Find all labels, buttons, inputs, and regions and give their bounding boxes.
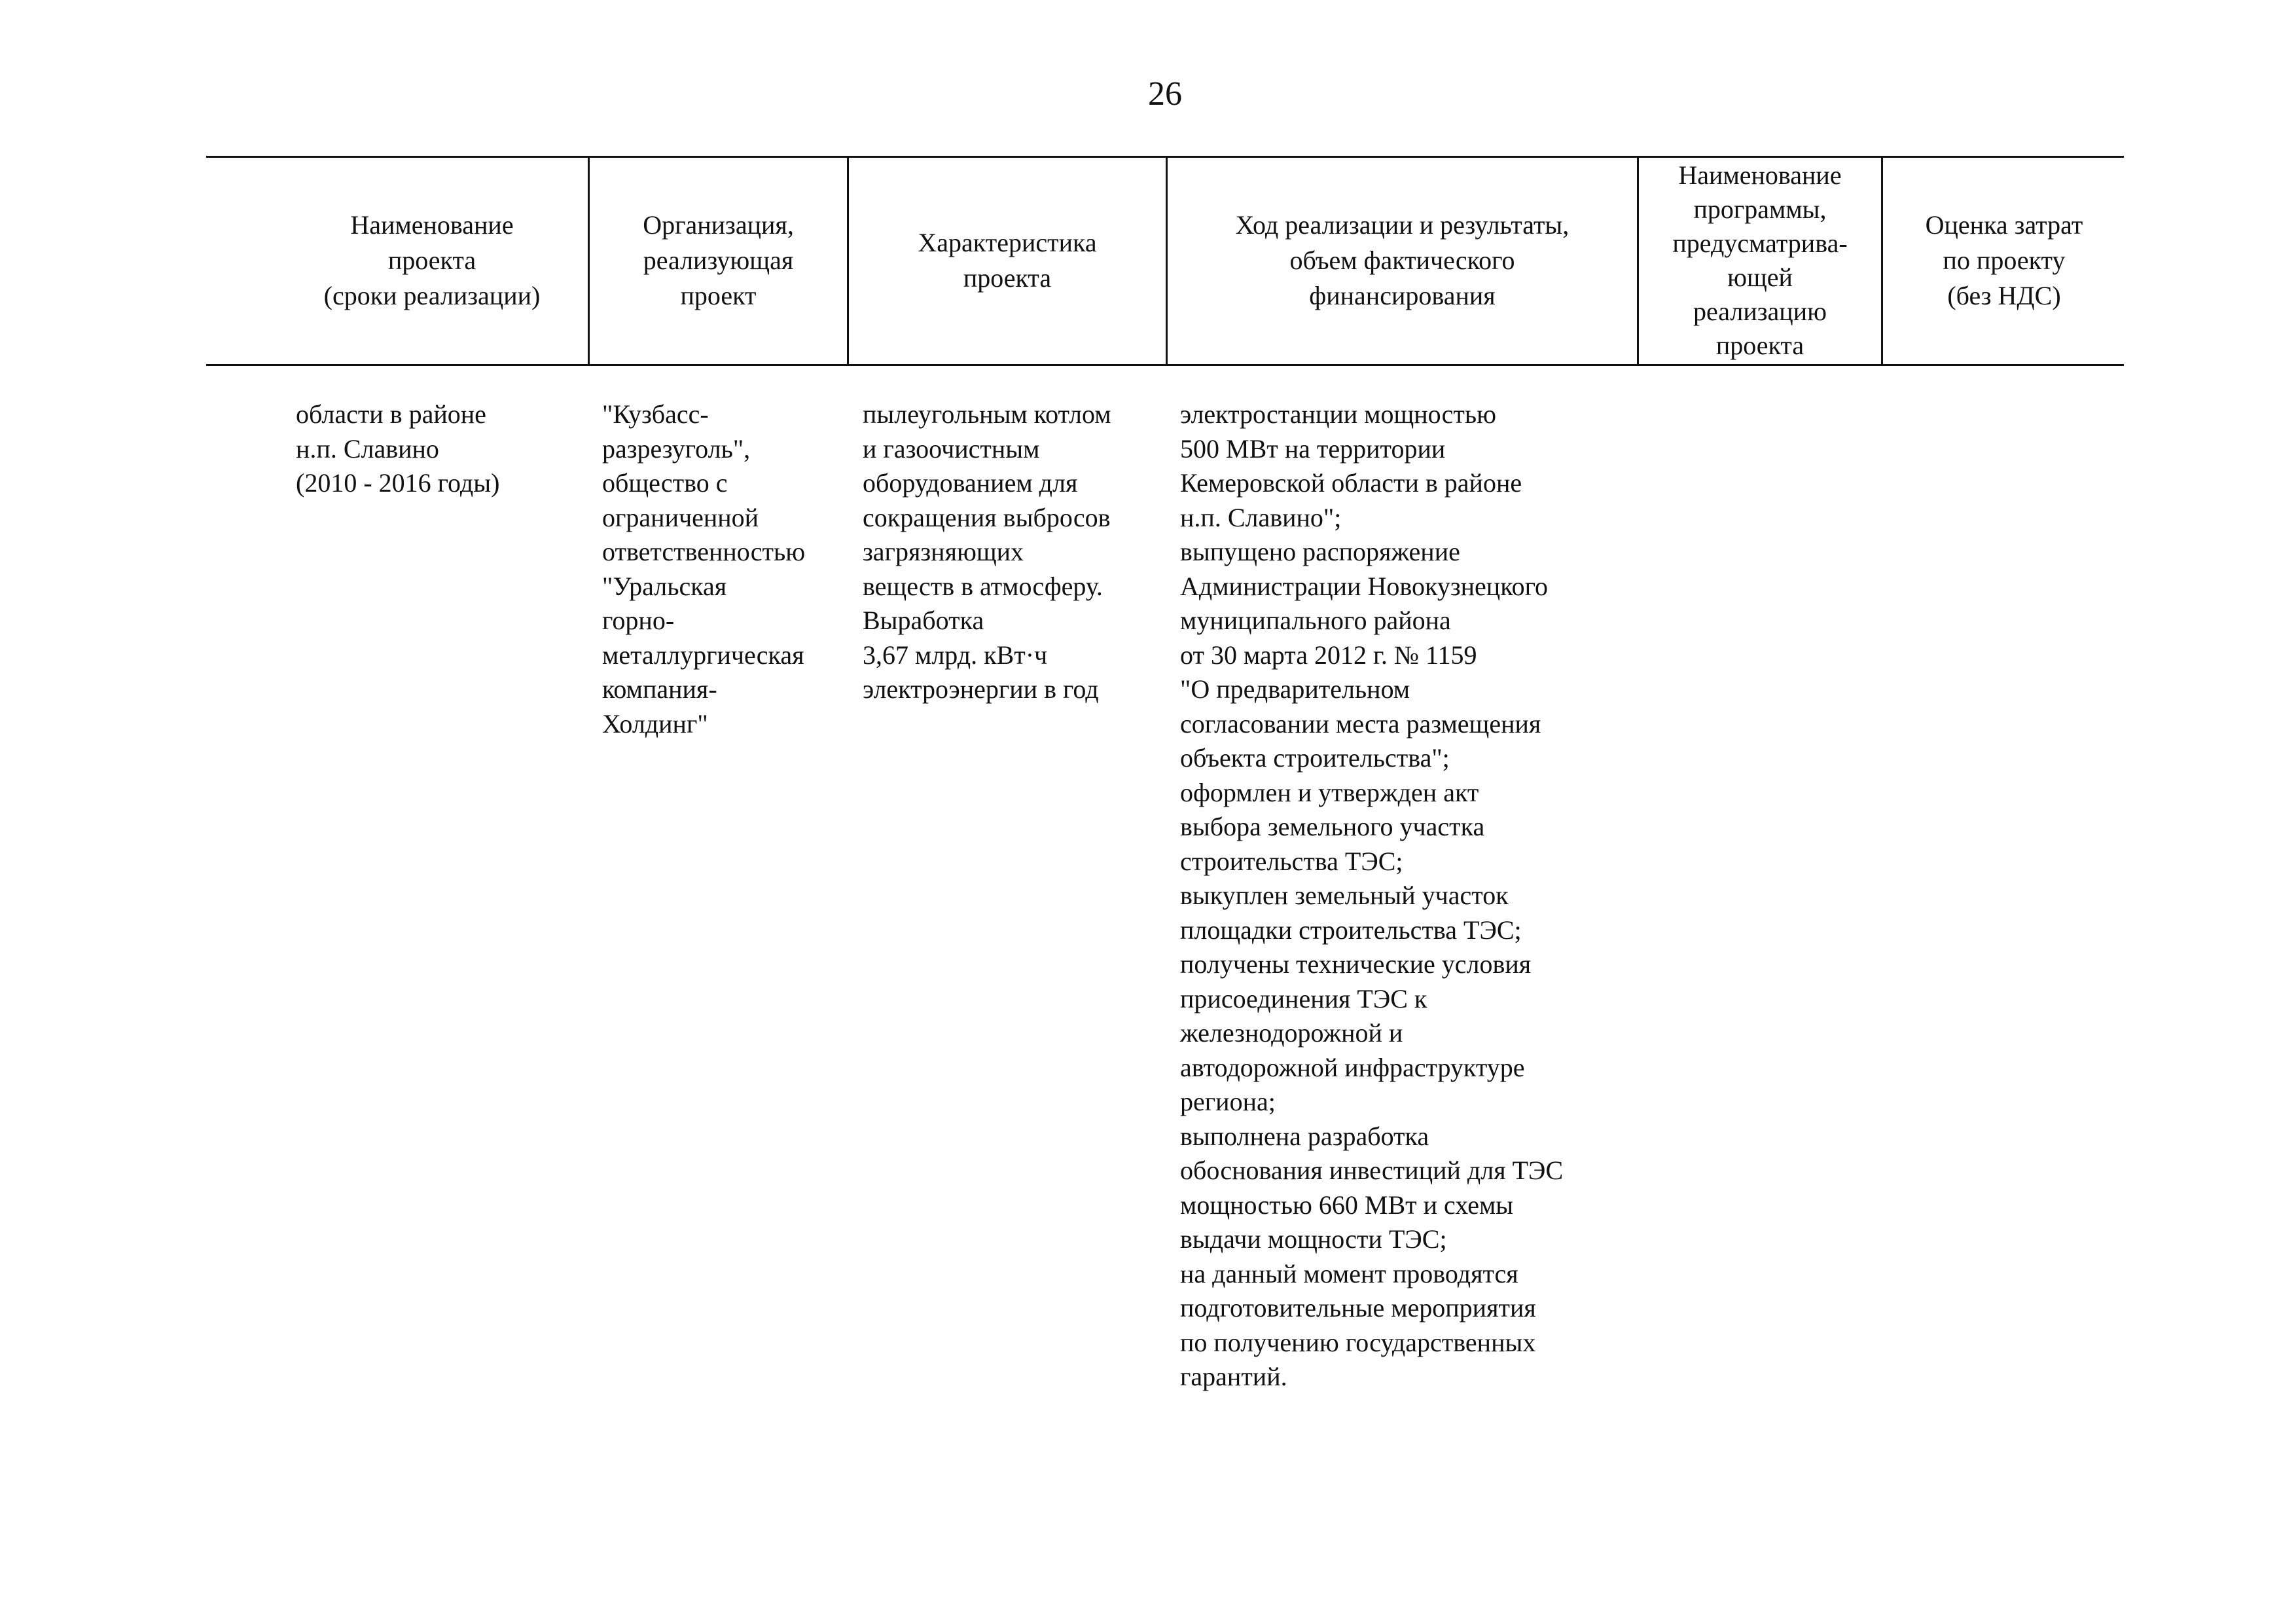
header-program: Наименование программы, предусматрива- ющей реализацию проекта (1672, 160, 1848, 360)
header-project-name: Наименование проекта (сроки реализации) (323, 210, 541, 310)
page-number: 26 (1148, 75, 1182, 113)
cell-project-name: области в районе н.п. Славино (2010 - 2016 годы) (296, 399, 500, 498)
header-characteristics: Характеристика проекта (918, 228, 1097, 293)
cell-progress: электростанции мощностью 500 МВт на территории Кемеровской области в районе н.п. Славино"; выпущено распоряжение Администрации Новокузнецкого муниципального района от 30 марта 2012 г. № 1159 "О предварительном согласовании места размещения объекта строительства"; оформлен и утвержден акт выбора земельного участка строительства ТЭС; выкуплен земельный участок площадки строительства ТЭС; получены технические условия присоединения ТЭС к железнодорожной и автодорожной инфраструктуре региона; выполнена разработка обоснования инвестиций для ТЭС мощностью 660 МВт и схемы выдачи мощности ТЭС; на данный момент проводятся подготовительные мероприятия по получению государственных гарантий. (1180, 399, 1564, 1391)
table-header-bottom-rule (206, 364, 2124, 366)
header-organization: Организация, реализующая проект (643, 210, 794, 310)
cell-organization: "Кузбасс- разрезуголь", общество с ограниченной ответственностью "Уральская горно- металлургическая компания- Холдинг" (602, 399, 806, 739)
cell-characteristics: пылеугольным котлом и газоочистным оборудованием для сокращения выбросов загрязняющих веществ в атмосферу. Выработка 3,67 млрд. кВт·ч электроэнергии в год (863, 399, 1111, 704)
header-cost: Оценка затрат по проекту (без НДС) (1925, 210, 2083, 310)
header-progress: Ход реализации и результаты, объем фактического финансирования (1235, 210, 1570, 310)
